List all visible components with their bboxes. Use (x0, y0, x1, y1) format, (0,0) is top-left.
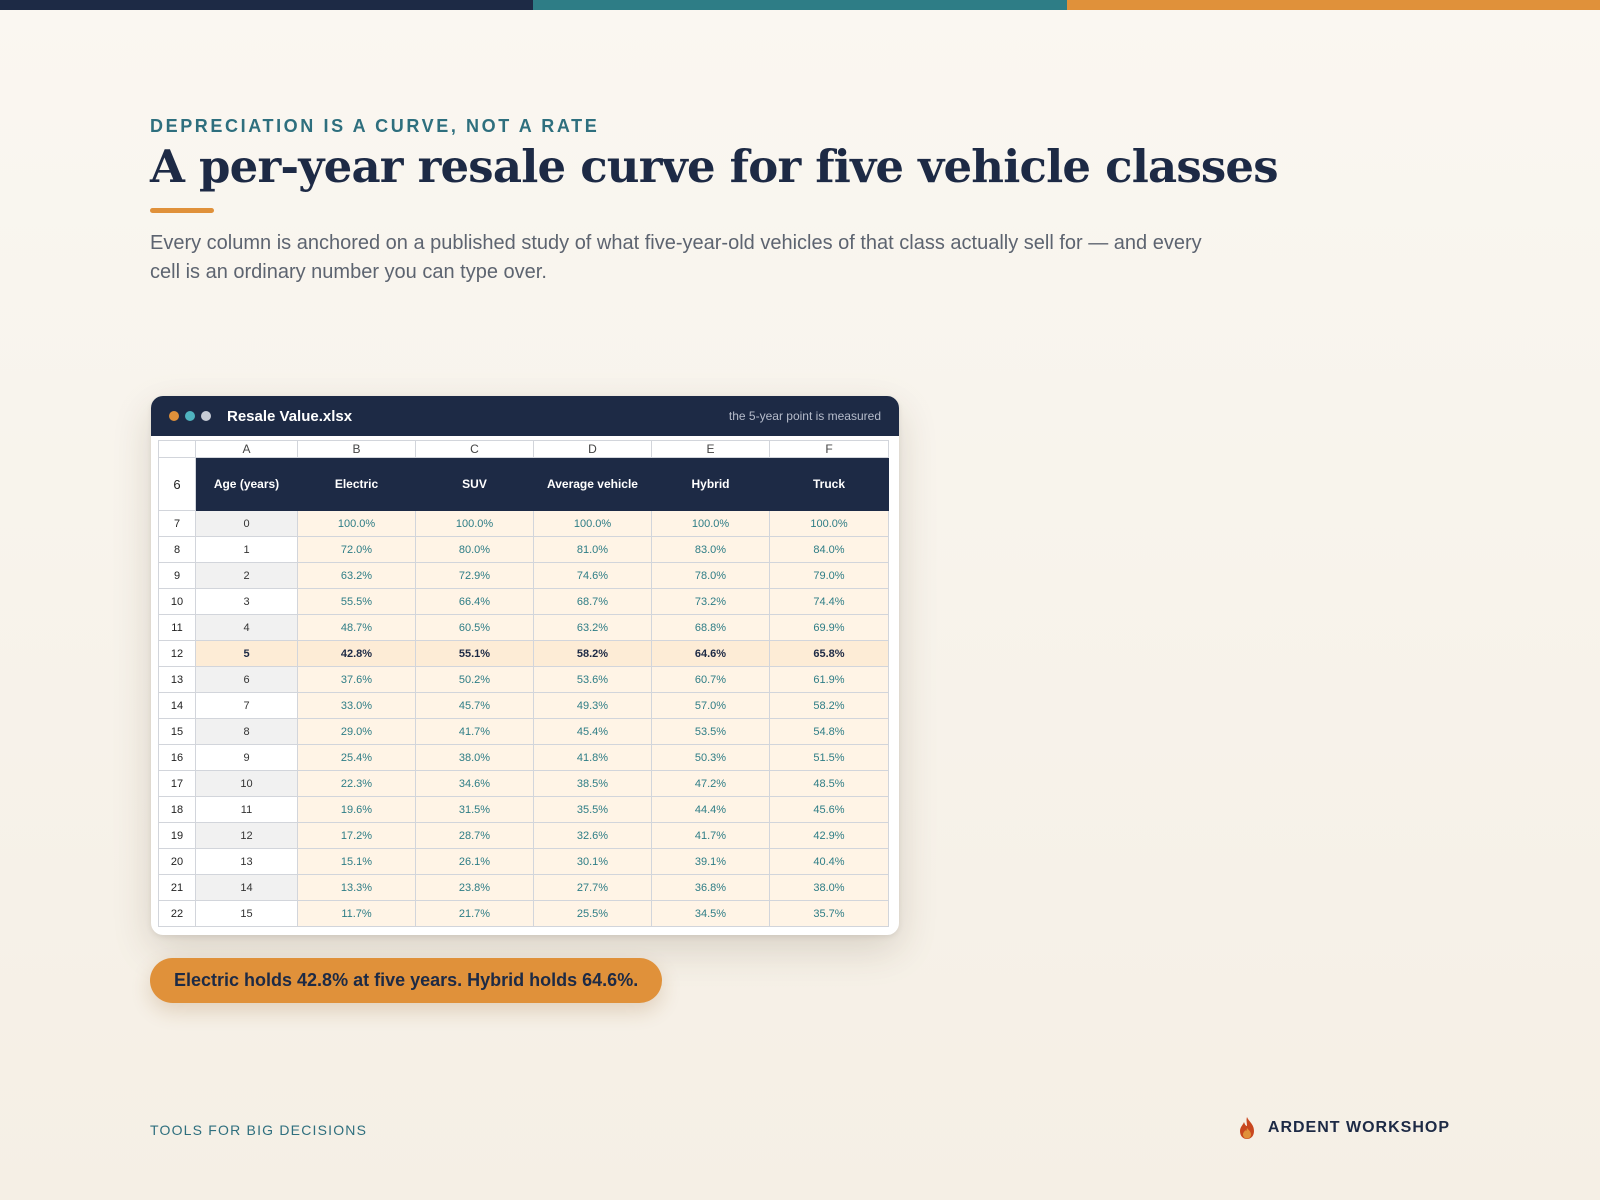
age-cell[interactable]: 9 (196, 745, 298, 771)
value-cell[interactable]: 48.5% (770, 771, 889, 797)
value-cell[interactable]: 42.8% (298, 641, 416, 667)
table-row (159, 641, 889, 667)
column-header[interactable]: Truck (770, 458, 889, 511)
spreadsheet-grid (158, 440, 889, 927)
value-cell[interactable]: 60.5% (416, 615, 534, 641)
row-number[interactable]: 7 (159, 511, 196, 537)
window-titlebar (151, 396, 899, 436)
value-cell[interactable]: 38.5% (534, 771, 652, 797)
column-letter-f[interactable]: F (770, 441, 889, 458)
row-number[interactable]: 13 (159, 667, 196, 693)
column-header[interactable]: Electric (298, 458, 416, 511)
value-cell[interactable]: 79.0% (770, 563, 889, 589)
value-cell[interactable]: 74.4% (770, 589, 889, 615)
value-cell[interactable]: 45.6% (770, 797, 889, 823)
table-row (159, 563, 889, 589)
lede-paragraph: Every column is anchored on a published study of what five-year-old vehicles of that class actually sell for — and every cell is an ordinary number you can type over. (150, 232, 1202, 283)
value-cell[interactable]: 63.2% (534, 615, 652, 641)
spreadsheet-window (151, 396, 899, 935)
value-cell[interactable]: 40.4% (770, 849, 889, 875)
header-row (159, 458, 889, 511)
value-cell[interactable]: 100.0% (298, 511, 416, 537)
value-cell[interactable]: 31.5% (416, 797, 534, 823)
age-cell[interactable]: 3 (196, 589, 298, 615)
value-cell[interactable]: 34.6% (416, 771, 534, 797)
row-number[interactable]: 18 (159, 797, 196, 823)
window-note: the 5-year point is measured (728, 409, 881, 423)
value-cell[interactable]: 100.0% (534, 511, 652, 537)
value-cell[interactable]: 64.6% (652, 641, 770, 667)
callout-pill: Electric holds 42.8% at five years. Hybrid holds 64.6%. (150, 958, 662, 1003)
table-row (159, 849, 889, 875)
age-cell[interactable]: 4 (196, 615, 298, 641)
value-cell[interactable]: 49.3% (534, 693, 652, 719)
value-cell[interactable]: 61.9% (770, 667, 889, 693)
table-row (159, 615, 889, 641)
value-cell[interactable]: 28.7% (416, 823, 534, 849)
window-dot-gray[interactable] (201, 411, 211, 421)
age-cell[interactable]: 15 (196, 901, 298, 927)
column-letter-row (159, 441, 889, 458)
brand-name: ARDENT WORKSHOP (1267, 1119, 1450, 1136)
value-cell[interactable]: 53.6% (534, 667, 652, 693)
table-row (159, 667, 889, 693)
value-cell[interactable]: 66.4% (416, 589, 534, 615)
value-cell[interactable]: 100.0% (416, 511, 534, 537)
age-cell[interactable]: 10 (196, 771, 298, 797)
value-cell[interactable]: 38.0% (770, 875, 889, 901)
footer-brand[interactable] (1236, 1116, 1450, 1140)
value-cell[interactable]: 41.7% (652, 823, 770, 849)
value-cell[interactable]: 23.8% (416, 875, 534, 901)
top-accent-bar (0, 0, 1600, 10)
value-cell[interactable]: 41.8% (534, 745, 652, 771)
value-cell[interactable]: 29.0% (298, 719, 416, 745)
table-row (159, 797, 889, 823)
age-cell[interactable]: 7 (196, 693, 298, 719)
window-dot-teal[interactable] (185, 411, 195, 421)
table-row (159, 589, 889, 615)
age-cell[interactable]: 2 (196, 563, 298, 589)
value-cell[interactable]: 72.9% (416, 563, 534, 589)
value-cell[interactable]: 35.7% (770, 901, 889, 927)
row-number[interactable]: 16 (159, 745, 196, 771)
value-cell[interactable]: 53.5% (652, 719, 770, 745)
row-number[interactable]: 19 (159, 823, 196, 849)
value-cell[interactable]: 32.6% (534, 823, 652, 849)
value-cell[interactable]: 45.4% (534, 719, 652, 745)
value-cell[interactable]: 38.0% (416, 745, 534, 771)
top-accent-segment-orange (1067, 0, 1600, 10)
row-number[interactable]: 17 (159, 771, 196, 797)
row-number[interactable]: 6 (159, 458, 196, 511)
table-row (159, 771, 889, 797)
value-cell[interactable]: 51.5% (770, 745, 889, 771)
value-cell[interactable]: 34.5% (652, 901, 770, 927)
value-cell[interactable]: 83.0% (652, 537, 770, 563)
eyebrow: DEPRECIATION IS A CURVE, NOT A RATE (150, 116, 600, 136)
age-cell[interactable]: 14 (196, 875, 298, 901)
value-cell[interactable]: 63.2% (298, 563, 416, 589)
value-cell[interactable]: 58.2% (534, 641, 652, 667)
value-cell[interactable]: 44.4% (652, 797, 770, 823)
table-row (159, 693, 889, 719)
table-row (159, 823, 889, 849)
age-cell[interactable]: 11 (196, 797, 298, 823)
page-title: A per-year resale curve for five vehicle classes (150, 140, 1278, 193)
age-cell[interactable]: 6 (196, 667, 298, 693)
table-row (159, 875, 889, 901)
value-cell[interactable]: 74.6% (534, 563, 652, 589)
footer-tagline: TOOLS FOR BIG DECISIONS (150, 1122, 368, 1138)
table-row (159, 719, 889, 745)
value-cell[interactable]: 54.8% (770, 719, 889, 745)
table-row (159, 901, 889, 927)
age-cell[interactable]: 8 (196, 719, 298, 745)
value-cell[interactable]: 58.2% (770, 693, 889, 719)
row-number[interactable]: 9 (159, 563, 196, 589)
window-dot-orange[interactable] (169, 411, 179, 421)
value-cell[interactable]: 36.8% (652, 875, 770, 901)
row-number[interactable]: 12 (159, 641, 196, 667)
value-cell[interactable]: 55.1% (416, 641, 534, 667)
value-cell[interactable]: 50.2% (416, 667, 534, 693)
value-cell[interactable]: 21.7% (416, 901, 534, 927)
row-number[interactable]: 10 (159, 589, 196, 615)
value-cell[interactable]: 37.6% (298, 667, 416, 693)
value-cell[interactable]: 22.3% (298, 771, 416, 797)
age-cell[interactable]: 13 (196, 849, 298, 875)
value-cell[interactable]: 42.9% (770, 823, 889, 849)
value-cell[interactable]: 35.5% (534, 797, 652, 823)
value-cell[interactable]: 69.9% (770, 615, 889, 641)
value-cell[interactable]: 30.1% (534, 849, 652, 875)
value-cell[interactable]: 41.7% (416, 719, 534, 745)
row-number[interactable]: 21 (159, 875, 196, 901)
value-cell[interactable]: 26.1% (416, 849, 534, 875)
column-letter-b[interactable]: B (298, 441, 416, 458)
value-cell[interactable]: 100.0% (652, 511, 770, 537)
column-letter-c[interactable]: C (416, 441, 534, 458)
age-cell[interactable]: 5 (196, 641, 298, 667)
age-cell[interactable]: 0 (196, 511, 298, 537)
row-number[interactable]: 20 (159, 849, 196, 875)
top-accent-segment-navy (0, 0, 533, 10)
value-cell[interactable]: 48.7% (298, 615, 416, 641)
value-cell[interactable]: 65.8% (770, 641, 889, 667)
value-cell[interactable]: 15.1% (298, 849, 416, 875)
value-cell[interactable]: 19.6% (298, 797, 416, 823)
table-row (159, 537, 889, 563)
value-cell[interactable]: 84.0% (770, 537, 889, 563)
value-cell[interactable]: 73.2% (652, 589, 770, 615)
value-cell[interactable]: 11.7% (298, 901, 416, 927)
row-number[interactable]: 15 (159, 719, 196, 745)
value-cell[interactable]: 17.2% (298, 823, 416, 849)
value-cell[interactable]: 72.0% (298, 537, 416, 563)
value-cell[interactable]: 81.0% (534, 537, 652, 563)
value-cell[interactable]: 47.2% (652, 771, 770, 797)
flame-icon (1236, 1116, 1258, 1140)
row-number[interactable]: 8 (159, 537, 196, 563)
column-header[interactable]: SUV (416, 458, 534, 511)
age-cell[interactable]: 1 (196, 537, 298, 563)
table-row (159, 745, 889, 771)
value-cell[interactable]: 57.0% (652, 693, 770, 719)
row-number[interactable]: 11 (159, 615, 196, 641)
column-letter-e[interactable]: E (652, 441, 770, 458)
value-cell[interactable]: 68.7% (534, 589, 652, 615)
column-letter-a[interactable]: A (196, 441, 298, 458)
column-header[interactable]: Age (years) (196, 458, 298, 511)
value-cell[interactable]: 78.0% (652, 563, 770, 589)
value-cell[interactable]: 80.0% (416, 537, 534, 563)
value-cell[interactable]: 60.7% (652, 667, 770, 693)
value-cell[interactable]: 45.7% (416, 693, 534, 719)
column-letter-d[interactable]: D (534, 441, 652, 458)
value-cell[interactable]: 55.5% (298, 589, 416, 615)
column-header[interactable]: Hybrid (652, 458, 770, 511)
title-underline (150, 208, 214, 213)
value-cell[interactable]: 27.7% (534, 875, 652, 901)
value-cell[interactable]: 100.0% (770, 511, 889, 537)
row-number[interactable]: 22 (159, 901, 196, 927)
value-cell[interactable]: 25.4% (298, 745, 416, 771)
row-number[interactable]: 14 (159, 693, 196, 719)
value-cell[interactable]: 25.5% (534, 901, 652, 927)
value-cell[interactable]: 13.3% (298, 875, 416, 901)
window-title: Resale Value.xlsx (227, 407, 353, 425)
value-cell[interactable]: 33.0% (298, 693, 416, 719)
age-cell[interactable]: 12 (196, 823, 298, 849)
corner-cell[interactable] (159, 441, 196, 458)
value-cell[interactable]: 50.3% (652, 745, 770, 771)
value-cell[interactable]: 39.1% (652, 849, 770, 875)
value-cell[interactable]: 68.8% (652, 615, 770, 641)
column-header[interactable]: Average vehicle (534, 458, 652, 511)
table-row (159, 511, 889, 537)
top-accent-segment-teal (533, 0, 1066, 10)
